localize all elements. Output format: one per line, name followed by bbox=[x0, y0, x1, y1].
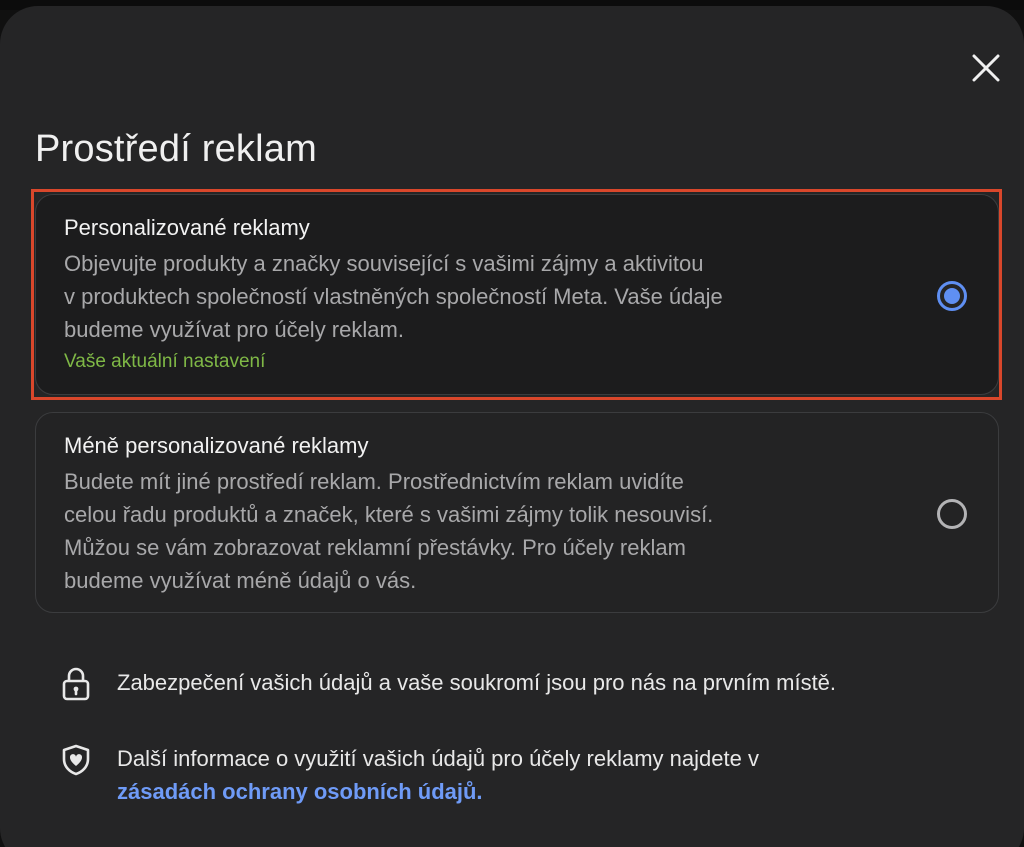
radio-button-unselected[interactable] bbox=[937, 499, 967, 529]
description-line: Můžou se vám zobrazovat reklamní přestávky. Pro účely reklam bbox=[64, 535, 686, 560]
policy-info-text bbox=[117, 742, 759, 808]
security-info-row bbox=[58, 666, 836, 702]
option-less-personalized-ads[interactable] bbox=[35, 412, 999, 613]
option-title: Méně personalizované reklamy bbox=[64, 433, 369, 458]
security-info-text: Zabezpečení vašich údajů a vaše soukromí jsou pro nás na prvním místě. bbox=[117, 670, 837, 695]
description-line: Objevujte produkty a značky související s vašimi zájmy a aktivitou bbox=[64, 251, 704, 276]
dialog-title: Prostředí reklam bbox=[35, 128, 317, 170]
lock-icon bbox=[58, 666, 94, 702]
close-icon bbox=[972, 54, 1000, 82]
option-title: Personalizované reklamy bbox=[64, 215, 310, 240]
description-line: Budete mít jiné prostředí reklam. Prostřednictvím reklam uvidíte bbox=[64, 469, 684, 494]
privacy-policy-link[interactable]: zásadách ochrany osobních údajů. bbox=[117, 779, 483, 804]
description-line: budeme využívat pro účely reklam. bbox=[64, 317, 404, 342]
selection-highlight-frame bbox=[31, 189, 1002, 400]
option-description bbox=[64, 465, 924, 597]
description-line: celou řadu produktů a značek, které s vašimi zájmy tolik nesouvisí. bbox=[64, 502, 714, 527]
ad-preferences-dialog bbox=[0, 6, 1024, 847]
description-line: v produktech společností vlastněných společností Meta. Vaše údaje bbox=[64, 284, 723, 309]
current-setting-label: Vaše aktuální nastavení bbox=[64, 351, 266, 372]
shield-icon bbox=[58, 742, 94, 778]
close-button[interactable] bbox=[964, 46, 1008, 90]
policy-info-row bbox=[58, 742, 759, 808]
description-line: budeme využívat méně údajů o vás. bbox=[64, 568, 417, 593]
policy-info-line: Další informace o využití vašich údajů pro účely reklamy najdete v bbox=[117, 746, 759, 771]
